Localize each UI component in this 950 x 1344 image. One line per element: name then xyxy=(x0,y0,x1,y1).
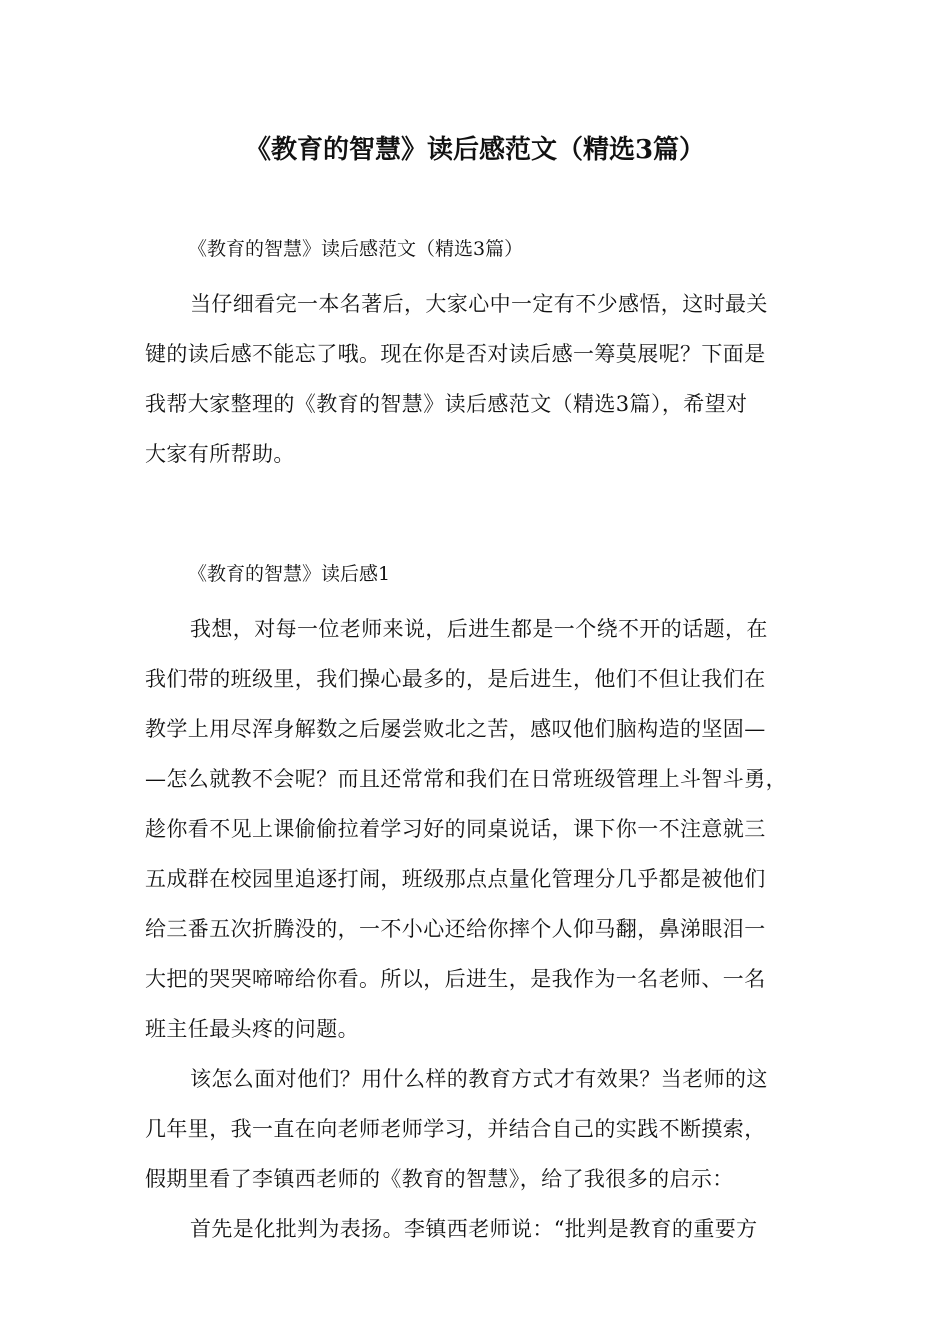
spacer xyxy=(145,266,815,279)
intro-line: 大家有所帮助。 xyxy=(145,442,295,466)
paragraph-line: —怎么就教不会呢？而且还常常和我们在日常班级管理上斗智斗勇， xyxy=(145,767,787,791)
subtitle-heading: 《教育的智慧》读后感范文（精选3篇） xyxy=(188,238,524,260)
paragraph-1 xyxy=(145,604,815,1054)
paragraph-line: 大把的哭哭啼啼给你看。所以，后进生，是我作为一名老师、一名 xyxy=(145,967,766,991)
paragraph-line: 趁你看不见上课偷偷拉着学习好的同桌说话，课下你一不注意就三 xyxy=(145,817,766,841)
paragraph-line: 该怎么面对他们？用什么样的教育方式才有效果？当老师的这 xyxy=(190,1067,768,1091)
document-body xyxy=(145,233,815,1254)
paragraph-line: 我们带的班级里，我们操心最多的，是后进生，他们不但让我们在 xyxy=(145,667,766,691)
section1-heading: 《教育的智慧》读后感1 xyxy=(188,563,391,585)
paragraph-line: 五成群在校园里追逐打闹，班级那点点量化管理分几乎都是被他们 xyxy=(145,867,766,891)
spacer xyxy=(145,591,815,604)
paragraph-line: 班主任最头疼的问题。 xyxy=(145,1017,359,1041)
intro-paragraph xyxy=(145,279,815,479)
paragraph-line: 假期里看了李镇西老师的《教育的智慧》，给了我很多的启示： xyxy=(145,1167,734,1191)
paragraph-line: 几年里，我一直在向老师老师学习，并结合自己的实践不断摸索， xyxy=(145,1117,766,1141)
intro-line: 当仔细看完一本名著后，大家心中一定有不少感悟，这时最关 xyxy=(190,292,768,316)
intro-line: 键的读后感不能忘了哦。现在你是否对读后感一筹莫展呢？下面是 xyxy=(145,342,766,366)
paragraph-line: 我想，对每一位老师来说，后进生都是一个绕不开的话题，在 xyxy=(190,617,768,641)
paragraph-2 xyxy=(145,1054,815,1204)
paragraph-line: 给三番五次折腾没的，一不小心还给你摔个人仰马翻，鼻涕眼泪一 xyxy=(145,917,766,941)
section-spacer xyxy=(145,479,815,558)
paragraph-line: 首先是化批判为表扬。李镇西老师说：“批判是教育的重要方 xyxy=(190,1217,758,1241)
paragraph-3 xyxy=(145,1204,815,1254)
document-title: 《教育的智慧》读后感范文（精选3篇） xyxy=(244,135,706,165)
paragraph-line: 教学上用尽浑身解数之后屡尝败北之苦，感叹他们脑构造的坚固— xyxy=(145,717,766,741)
intro-line: 我帮大家整理的《教育的智慧》读后感范文（精选3篇），希望对 xyxy=(145,392,748,416)
